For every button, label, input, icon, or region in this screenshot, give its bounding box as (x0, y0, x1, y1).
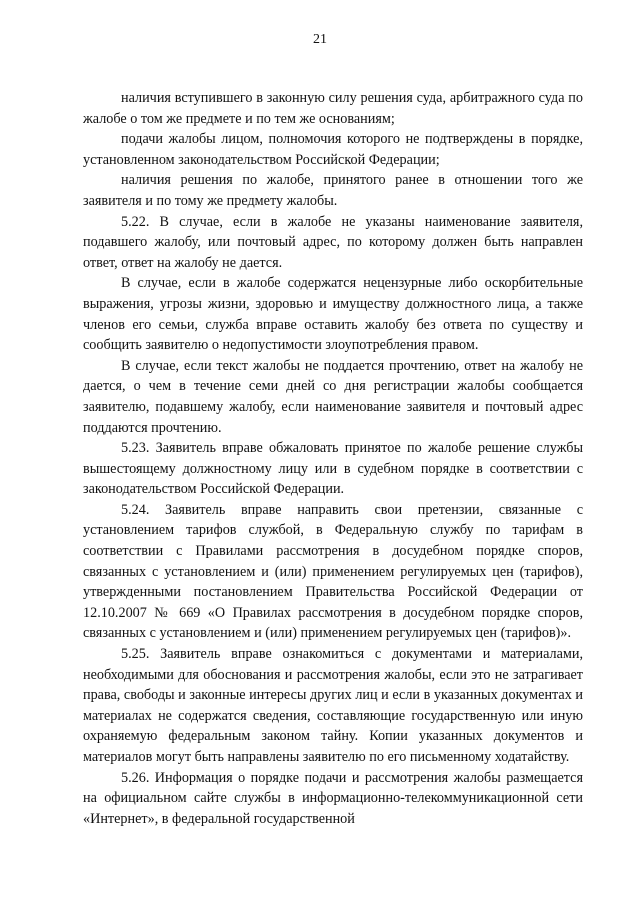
paragraph-5-26: 5.26. Информация о порядке подачи и рассмотрения жалобы размещается на официальном сайте службы в информационно-телекоммуникационной сети «Интернет», в федеральной государственной (83, 769, 583, 827)
paragraph-5-22: 5.22. В случае, если в жалобе не указаны наименование заявителя, подавшего жалобу, или почтовый адрес, по которому должен быть направлен ответ, ответ на жалобу не дается. (83, 213, 583, 271)
paragraph-grounds-previous-decision: наличия решения по жалобе, принятого ранее в отношении того же заявителя и по тому же предмету жалобы. (83, 172, 583, 209)
page-number: 21 (313, 32, 327, 47)
paragraph-grounds-unconfirmed-authority: подачи жалобы лицом, полномочия которого не подтверждены в порядке, установленном законодательством Российской Федерации; (83, 131, 583, 168)
paragraph-5-23: 5.23. Заявитель вправе обжаловать принятое по жалобе решение службы вышестоящему должностному лицу или в судебном порядке в соответствии с законодательством Российской Федерации. (83, 440, 583, 498)
paragraph-grounds-court-decision: наличия вступившего в законную силу решения суда, арбитражного суда по жалобе о том же предмете и по тем же основаниям; (83, 90, 583, 127)
paragraph-5-25: 5.25. Заявитель вправе ознакомиться с документами и материалами, необходимыми для обоснования и рассмотрения жалобы, если это не затрагивает права, свободы и законные интересы других лиц и если в указанных документах и материалах не содержатся сведения, составляющие государственную или иную охраняемую федеральным законом тайну. Копии указанных документов и материалов могут быть направлены заявителю по его письменному ходатайству. (83, 646, 583, 765)
paragraph-unreadable-text: В случае, если текст жалобы не поддается прочтению, ответ на жалобу не дается, о чем в течение семи дней со дня регистрации жалобы сообщается заявителю, подавшему жалобу, если наименование заявителя и почтовый адрес поддаются прочтению. (83, 357, 583, 436)
paragraph-offensive-language: В случае, если в жалобе содержатся нецензурные либо оскорбительные выражения, угрозы жизни, здоровью и имуществу должностного лица, а также членов его семьи, служба вправе оставить жалобу без ответа по существу и сообщить заявителю о недопустимости злоупотребления правом. (83, 275, 583, 354)
document-body (83, 88, 583, 829)
paragraph-5-24: 5.24. Заявитель вправе направить свои претензии, связанные с установлением тарифов службой, в Федеральную службу по тарифам в соответствии с Правилами рассмотрения в досудебном порядке споров, связанных с установлением и (или) применением регулируемых цен (тарифов), утвержденными постановлением Правительства Российской Федерации от 12.10.2007 № 669 «О Правилах рассмотрения в досудебном порядке споров, связанных с установлением и (или) применением регулируемых цен (тарифов)». (83, 501, 583, 642)
